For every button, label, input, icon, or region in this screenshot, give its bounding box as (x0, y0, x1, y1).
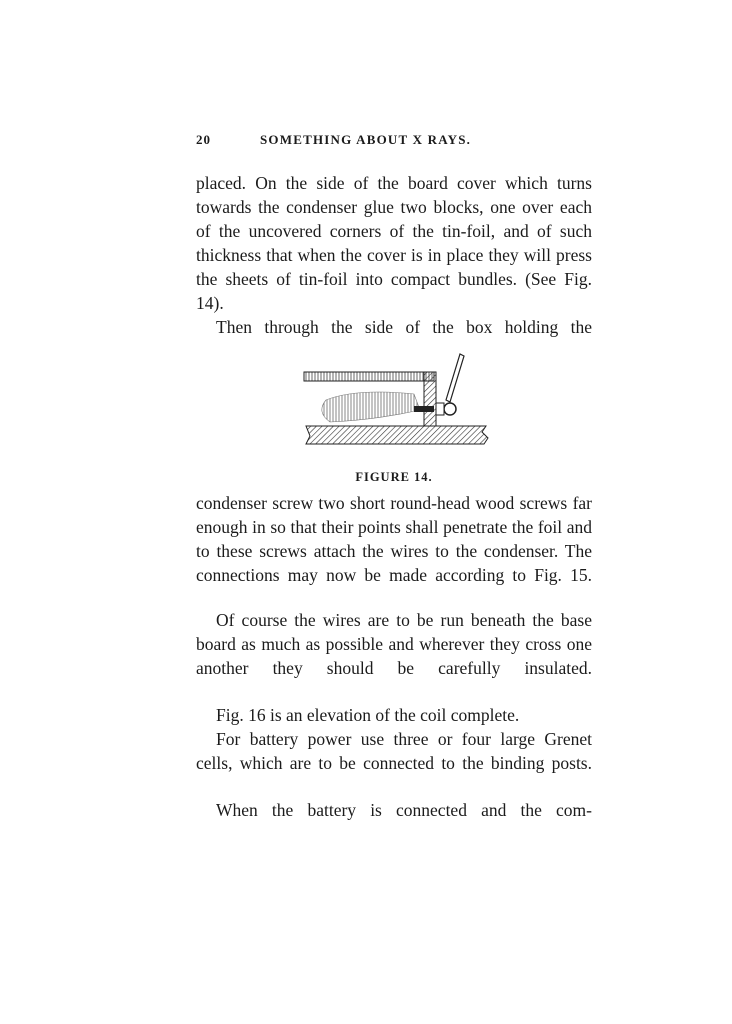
paragraph-placed: placed. On the side of the board cover which turns towards the condenser glue two blocks, one over each of the uncovered corners of the tin-foil, and of such thickness that when the cover is in place they will press the sheets of tin-foil into compact bundles. (See Fig. 14). (196, 173, 592, 313)
paragraph-then-through: Then through the side of the box holding the (216, 317, 592, 337)
paragraph-condenser: condenser screw two short round-head wood screws far enough in so that their points shall penetrate the foil and to these screws attach the wires to the condenser. The connections may now be made according to Fig. 15. (196, 493, 592, 585)
running-header (196, 132, 592, 152)
paragraph-when-battery: When the battery is connected and the com- (216, 800, 592, 820)
running-title: SOMETHING ABOUT X RAYS. (260, 132, 472, 147)
paragraph-battery-power: For battery power use three or four large Grenet cells, which are to be connected to the binding posts. (196, 729, 592, 773)
paragraph-of-course: Of course the wires are to be run beneath the base board as much as possible and wherever they cross one another they should be carefully insulated. (196, 610, 592, 678)
figure-caption: FIGURE 14. (355, 470, 433, 484)
figure-14-illustration (296, 350, 496, 460)
page-number: 20 (196, 132, 211, 147)
paragraph-fig-16: Fig. 16 is an elevation of the coil complete. (216, 705, 520, 725)
